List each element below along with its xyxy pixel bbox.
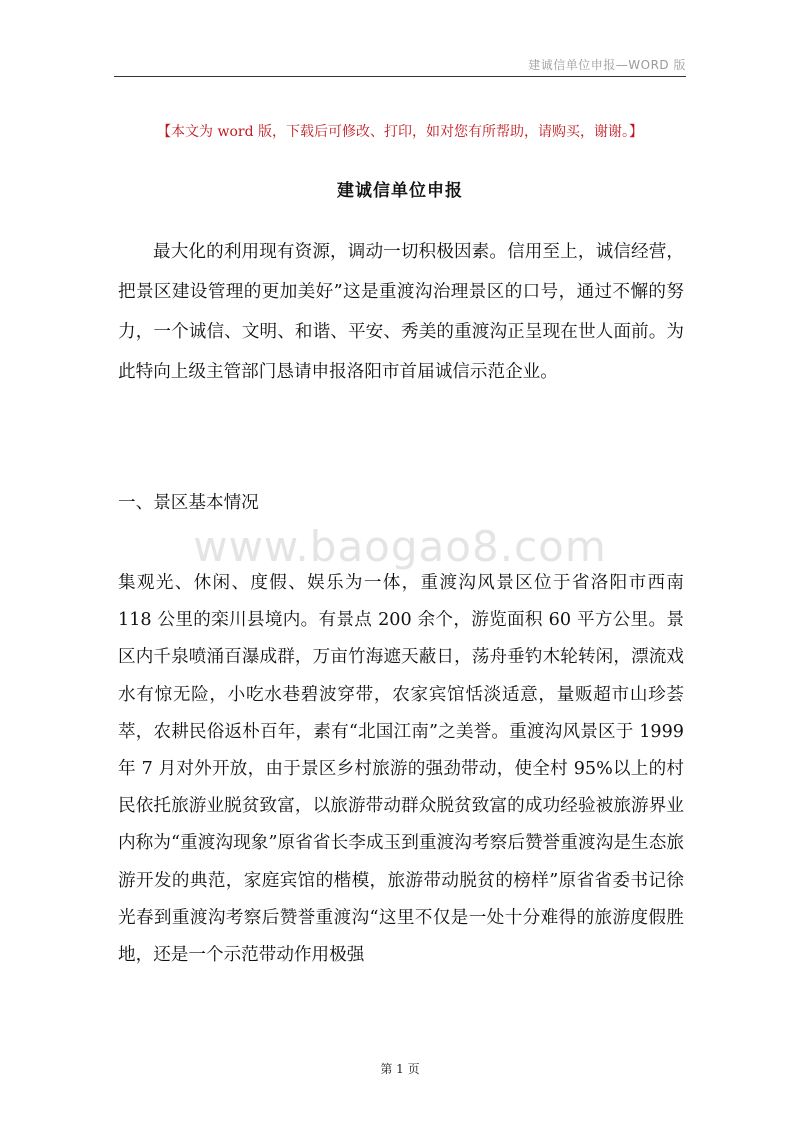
document-title: 建诚信单位申报 (337, 181, 463, 201)
running-header: 建诚信单位申报—WORD 版 (528, 58, 686, 72)
body-paragraph: 集观光、休闲、度假、娱乐为一体，重渡沟风景区位于省洛阳市西南 118 公里的栾川县境内。有景点 200 余个，游览面积 60 平方公里。景区内千泉喷涌百瀑成群，万亩竹海遮天蔽日，荡舟垂钓木轮转闲，漂流戏水有惊无险，小吃水巷碧波穿带，农家宾馆恬淡适意，量贩超市山珍荟萃，农耕民俗返朴百年，素有“北国江南”之美誉。重渡沟风景区于 1999 年 7 月对外开放，由于景区乡村旅游的强劲带动，使全村 95%以上的村民依托旅游业脱贫致富，以旅游带动群众脱贫致富的成功经验被旅游界业内称为“重渡沟现象”原省省长李成玉到重渡沟考察后赞誉重渡沟是生态旅游开发的典范，家庭宾馆的楷模，旅游带动脱贫的榜样”原省省委书记徐光春到重渡沟考察后赞誉重渡沟“这里不仅是一处十分难得的旅游度假胜地，还是一个示范带动作用极强 (118, 573, 684, 966)
page-number: 第 1 页 (380, 1062, 420, 1076)
section-heading: 一、景区基本情况 (118, 493, 259, 513)
header-divider (114, 76, 686, 77)
watermark: www.baogao8.com (193, 522, 607, 571)
intro-paragraph: 最大化的利用现有资源，调动一切积极因素。信用至上，诚信经营，把景区建设管理的更加美好”这是重渡沟治理景区的口号，通过不懈的努力，一个诚信、文明、和谐、平安、秀美的重渡沟正呈现在世人面前。为此特向上级主管部门恳请申报洛阳市首届诚信示范企业。 (118, 242, 684, 382)
purchase-notice: 【本文为 word 版，下载后可修改、打印，如对您有所帮助，请购买，谢谢。】 (157, 124, 643, 140)
